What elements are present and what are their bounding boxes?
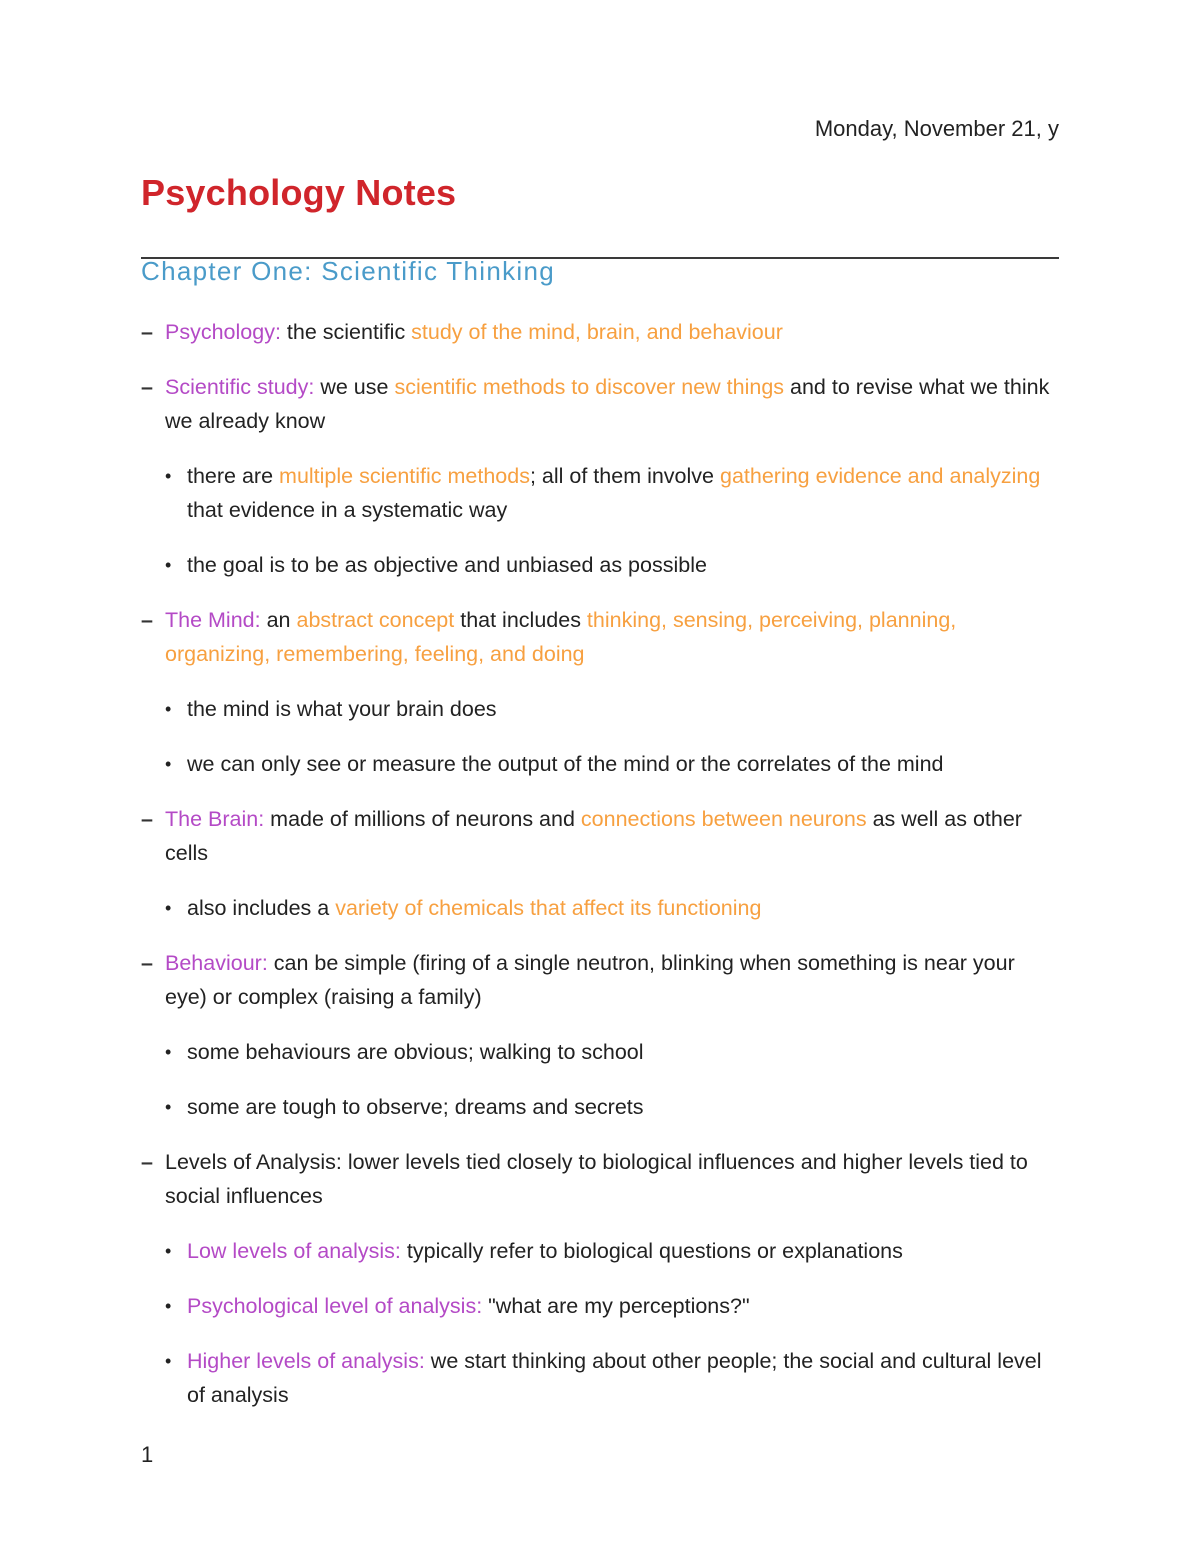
term-psychological-level: Psychological level of analysis: (187, 1294, 483, 1318)
bullet-marker: • (165, 898, 172, 918)
bullet-marker: • (165, 1296, 172, 1316)
note-text: ; all of them involve (529, 464, 720, 488)
bullet-marker: • (165, 1351, 172, 1371)
note-text: we can only see or measure the output of the mind or the correlates of the mind (187, 752, 944, 776)
note-text: we use (314, 375, 395, 399)
bullet-marker: • (165, 1097, 172, 1117)
term-psychology: Psychology: (165, 320, 281, 344)
bullet-marker: • (165, 699, 172, 719)
dash-marker: – (141, 807, 153, 831)
note-text: the scientific (280, 320, 412, 344)
note-text: also includes a (187, 896, 336, 920)
dash-marker: – (141, 1150, 153, 1174)
page-number: 1 (141, 1442, 154, 1467)
bullet-marker: • (165, 1042, 172, 1062)
bullet-marker: • (165, 754, 172, 774)
highlight-text: thinking, sensing, perceiving, planning, organizing, remembering, feeling, and doing (165, 608, 957, 666)
term-mind: The Mind: (165, 608, 261, 632)
term-scientific-study: Scientific study: (165, 375, 315, 399)
note-text: and to revise what we think we already know (165, 375, 1050, 433)
sub-item-low-levels (141, 1234, 1061, 1268)
note-text: made of millions of neurons and (264, 807, 581, 831)
sub-item-mind-brain (141, 692, 1061, 726)
note-item-psychology (141, 315, 1061, 349)
sub-item-higher-levels (141, 1344, 1061, 1412)
sub-item-psychological-level (141, 1289, 1061, 1323)
note-item-mind (141, 603, 1061, 671)
sub-item-tough (141, 1090, 1061, 1124)
highlight-text: study of the mind, brain, and behaviour (411, 320, 783, 344)
note-text: typically refer to biological questions or explanations (400, 1239, 903, 1263)
highlight-text: scientific methods to discover new things (394, 375, 785, 399)
note-text: that evidence in a systematic way (187, 498, 508, 522)
dash-marker: – (141, 375, 153, 399)
bullet-marker: • (165, 1241, 172, 1261)
sub-item-mind-output (141, 747, 1061, 781)
dash-marker: – (141, 608, 153, 632)
note-text: some behaviours are obvious; walking to school (187, 1040, 644, 1064)
note-item-behaviour (141, 946, 1061, 1014)
note-text: can be simple (firing of a single neutron, blinking when something is near your eye) or complex (raising a family) (165, 951, 1015, 1009)
note-text: "what are my perceptions?" (482, 1294, 750, 1318)
chapter-heading: Chapter One: Scientific Thinking (141, 256, 555, 286)
term-behaviour: Behaviour: (165, 951, 268, 975)
document-date: Monday, November 21, y (814, 116, 1059, 141)
note-text: an (260, 608, 297, 632)
term-brain: The Brain: (165, 807, 265, 831)
sub-item-chemicals (141, 891, 1061, 925)
note-text: the goal is to be as objective and unbiased as possible (187, 553, 707, 577)
note-text: as well as other cells (165, 807, 1022, 865)
bullet-marker: • (165, 466, 172, 486)
note-text: we start thinking about other people; the social and cultural level of analysis (187, 1349, 1042, 1407)
document-title: Psychology Notes (141, 172, 457, 213)
highlight-text: connections between neurons (580, 807, 867, 831)
note-text: some are tough to observe; dreams and secrets (187, 1095, 644, 1119)
note-text: that includes (454, 608, 587, 632)
notes-body (141, 315, 1061, 1433)
bullet-marker: • (165, 555, 172, 575)
dash-marker: – (141, 951, 153, 975)
note-item-scientific-study (141, 370, 1061, 438)
sub-item-multiple-methods (141, 459, 1061, 527)
sub-item-objective (141, 548, 1061, 582)
note-item-levels (141, 1145, 1061, 1213)
highlight-text: multiple scientific methods (279, 464, 530, 488)
note-text: the mind is what your brain does (187, 697, 497, 721)
highlight-text: gathering evidence and analyzing (719, 464, 1041, 488)
sub-item-obvious (141, 1035, 1061, 1069)
highlight-text: abstract concept (296, 608, 455, 632)
note-text: there are (187, 464, 280, 488)
dash-marker: – (141, 320, 153, 344)
note-text: Levels of Analysis: lower levels tied closely to biological influences and higher levels tied to social influences (165, 1150, 1028, 1208)
term-higher-levels: Higher levels of analysis: (187, 1349, 425, 1373)
note-item-brain (141, 802, 1061, 870)
term-low-levels: Low levels of analysis: (187, 1239, 401, 1263)
highlight-text: variety of chemicals that affect its functioning (335, 896, 762, 920)
